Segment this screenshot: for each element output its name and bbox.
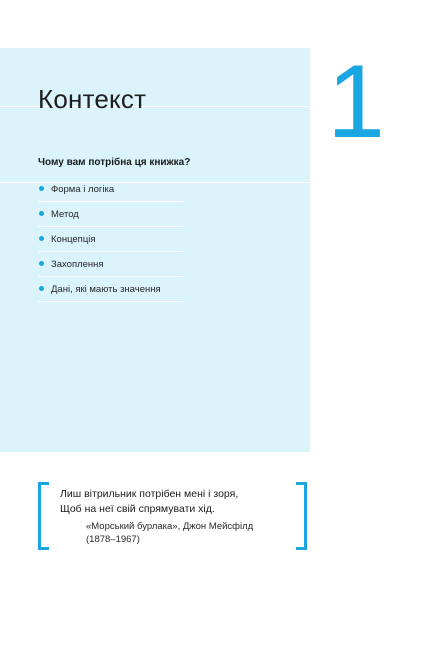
toc-item-label: Захоплення [51, 259, 104, 270]
chapter-title: Контекст [38, 84, 147, 114]
toc-item[interactable] [38, 227, 184, 252]
chapter-number: 1 [327, 44, 385, 160]
bullet-icon [39, 211, 44, 216]
left-bracket-icon [38, 482, 49, 550]
toc-item-label: Форма і логіка [51, 184, 115, 195]
toc-item-label: Метод [51, 209, 79, 220]
toc-item[interactable] [38, 252, 184, 277]
intro-question: Чому вам потрібна ця книжка? [38, 157, 191, 168]
toc-item-label: Дані, які мають значення [51, 284, 161, 295]
epigraph-quote [60, 487, 292, 517]
toc-item[interactable] [38, 277, 184, 302]
epigraph-line: Лиш вітрильник потрібен мені і зоря, [60, 488, 239, 500]
epigraph-line: Щоб на неї свій спрямувати хід. [60, 503, 215, 515]
bullet-icon [39, 286, 44, 291]
bullet-icon [39, 261, 44, 266]
right-bracket-icon [296, 482, 307, 550]
epigraph-attribution [86, 520, 286, 546]
toc-list [38, 177, 184, 302]
toc-item[interactable] [38, 177, 184, 202]
attribution-line: «Морський бурлака», Джон Мейсфілд [86, 521, 254, 532]
toc-item-label: Концепція [51, 234, 96, 245]
attribution-line: (1878–1967) [86, 534, 140, 545]
bullet-icon [39, 236, 44, 241]
toc-item[interactable] [38, 202, 184, 227]
bullet-icon [39, 186, 44, 191]
